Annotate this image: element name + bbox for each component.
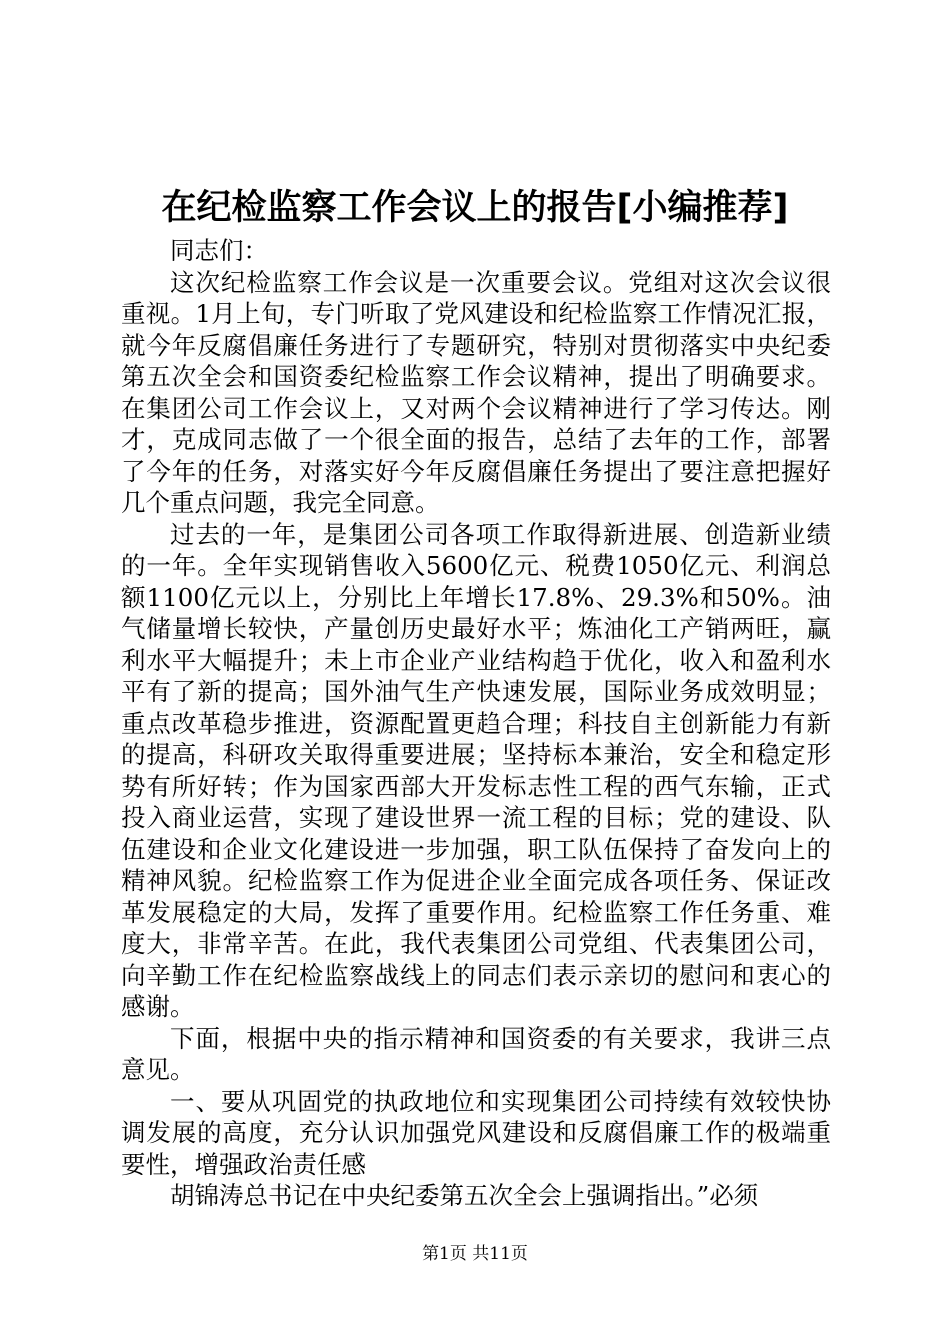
document-title: 在纪检监察工作会议上的报告[小编推荐] [161, 188, 789, 228]
paragraph-review: 过去的一年，是集团公司各项工作取得新进展、创造新业绩的一年。全年实现销售收入5600亿元、税费1050亿元、利润总额1100亿元以上，分别比上年增长17.8%、29.3%和50%。油气储量增长较快，产量创历史最好水平；炼油化工产销两旺，赢利水平大幅提升；未上市企业产业结构趋于优化，收入和盈利水平有了新的提高；国外油气生产快速发展，国际业务成效明显；重点改革稳步推进，资源配置更趋合理；科技自主创新能力有新的提高，科研攻关取得重要进展；坚持标本兼治，安全和稳定形势有所好转；作为国家西部大开发标志性工程的西气东输，正式投入商业运营，实现了建设世界一流工程的目标；党的建设、队伍建设和企业文化建设进一步加强，职工队伍保持了奋发向上的精神风貌。纪检监察工作为促进企业全面完成各项任务、保证改革发展稳定的大局，发挥了重要作用。纪检监察工作任务重、难度大，非常辛苦。在此，我代表集团公司党组、代表集团公司，向辛勤工作在纪检监察战线上的同志们表示亲切的慰问和衷心的感谢。 [121, 519, 831, 1021]
document-body [121, 235, 831, 1212]
paragraph-outline: 下面，根据中央的指示精神和国资委的有关要求，我讲三点意见。 [121, 1023, 831, 1084]
paragraph-intro: 这次纪检监察工作会议是一次重要会议。党组对这次会议很重视。1月上旬，专门听取了党风建设和纪检监察工作情况汇报，就今年反腐倡廉任务进行了专题研究，特别对贯彻落实中央纪委第五次全会和国资委纪检监察工作会议精神，提出了明确要求。在集团公司工作会议上，又对两个会议精神进行了学习传达。刚才，克成同志做了一个很全面的报告，总结了去年的工作，部署了今年的任务，对落实好今年反腐倡廉任务提出了要注意把握好几个重点问题，我完全同意。 [121, 267, 831, 517]
salutation: 同志们： [170, 236, 268, 265]
section-heading-one: 一、要从巩固党的执政地位和实现集团公司持续有效较快协调发展的高度，充分认识加强党风建设和反腐倡廉工作的极端重要性，增强政治责任感 [121, 1086, 831, 1179]
page-number-footer: 第1页 共11页 [422, 1244, 528, 1264]
paragraph-quote: 胡锦涛总书记在中央纪委第五次全会上强调指出。”必须 [170, 1181, 759, 1210]
